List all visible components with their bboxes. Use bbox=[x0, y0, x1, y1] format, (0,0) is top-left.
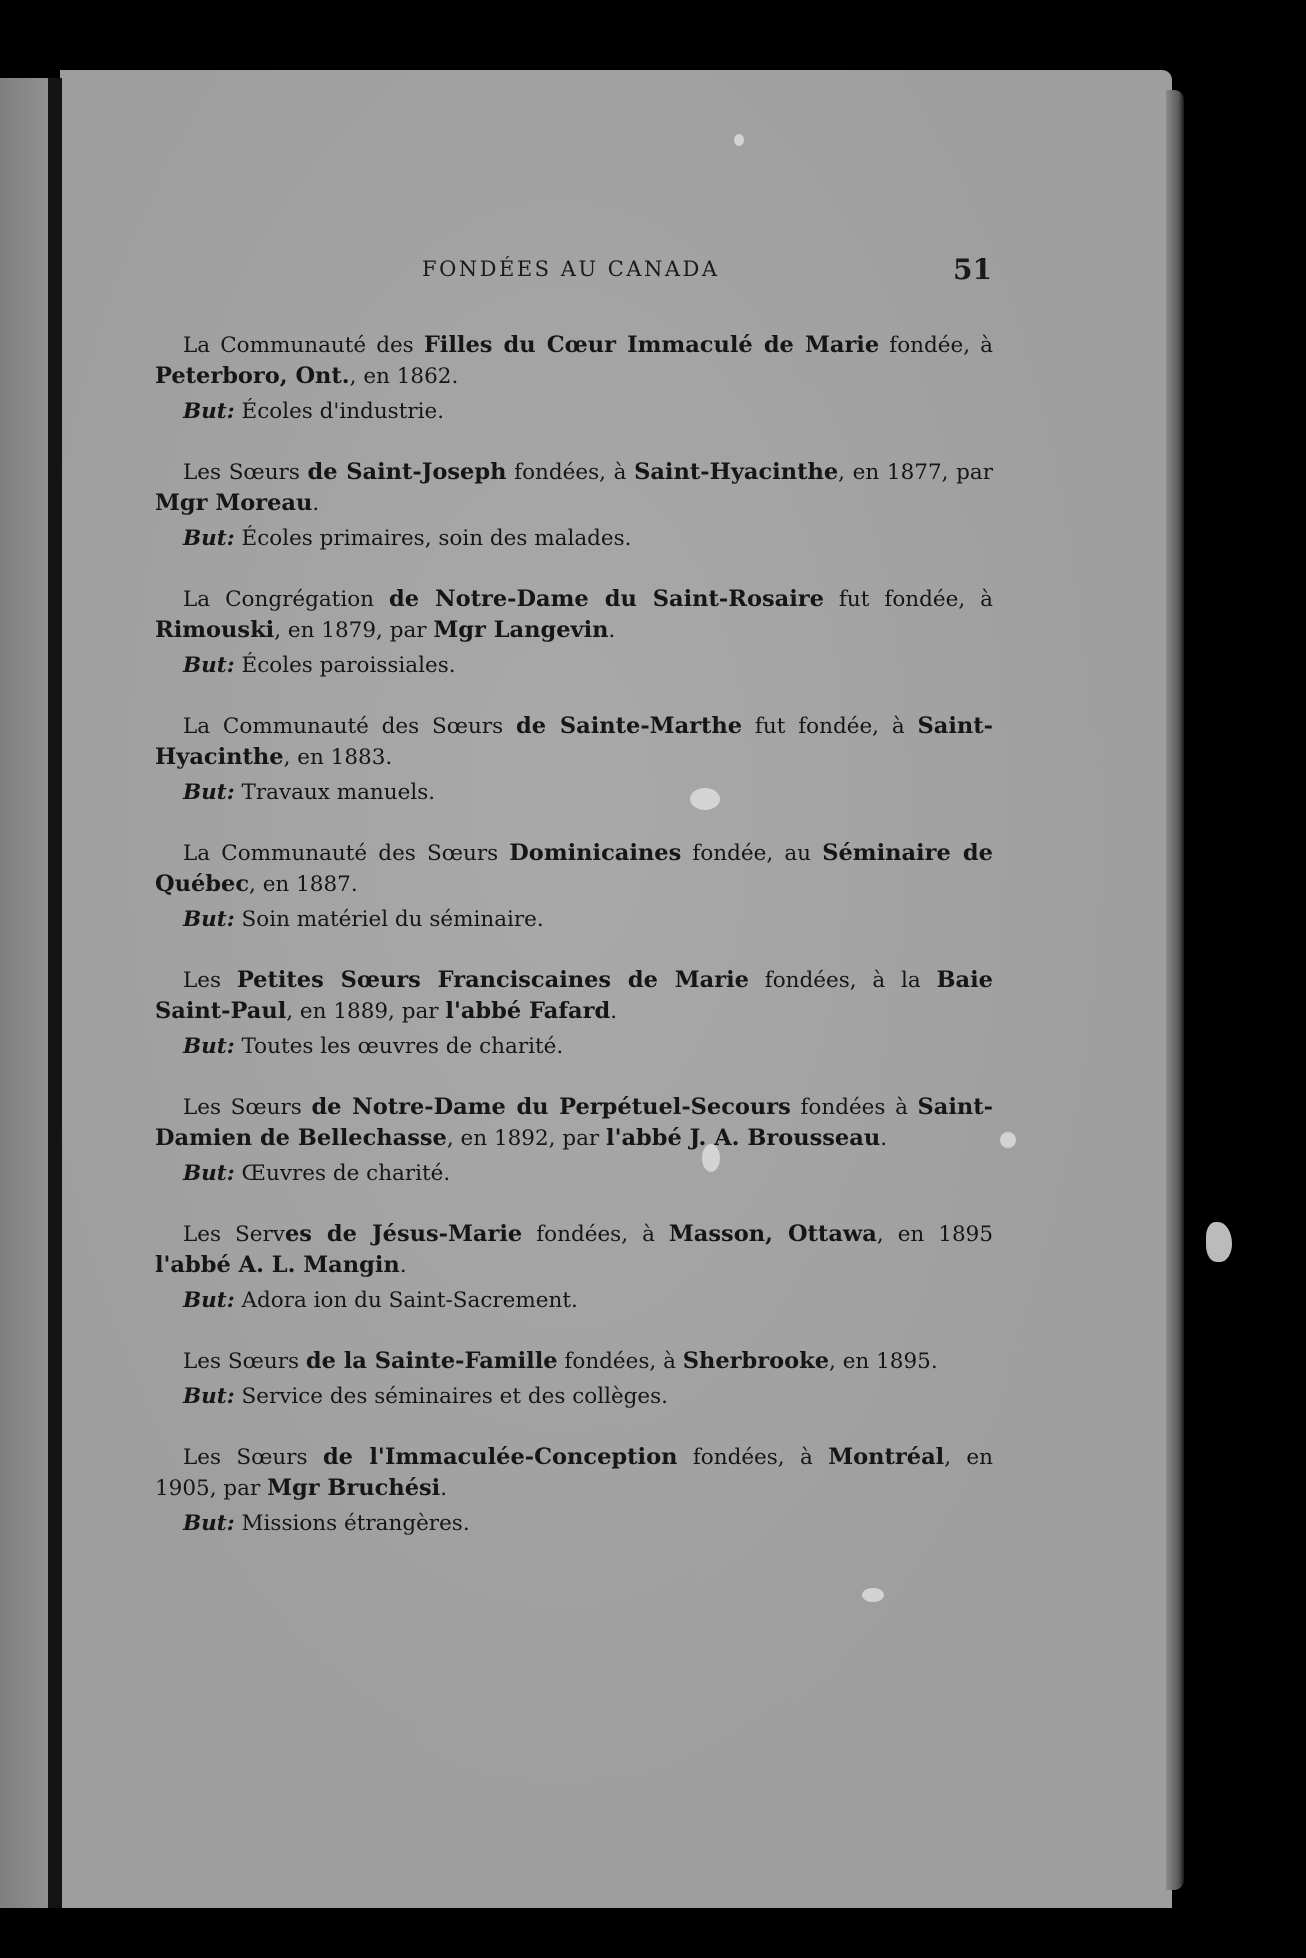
purpose-label: But: bbox=[183, 780, 235, 805]
purpose-text: Service des séminaires et des collèges. bbox=[241, 1384, 669, 1409]
entry-text-plain: fondées, à bbox=[557, 1349, 683, 1374]
entry-text-plain: . bbox=[880, 1126, 888, 1151]
entry-text-plain: Les Sœurs bbox=[183, 1349, 306, 1374]
entry-text-plain: La Communauté des Sœurs bbox=[183, 714, 517, 739]
entry-text-bold: Mgr Bruchési bbox=[267, 1475, 441, 1501]
congregation-entry bbox=[155, 1442, 993, 1539]
entry-purpose bbox=[155, 650, 993, 681]
entry-text bbox=[155, 584, 993, 646]
entry-text-plain: , en 1879, par bbox=[274, 618, 434, 643]
entry-text-plain: , en 1895. bbox=[829, 1349, 938, 1374]
entry-text-bold: Filles du Cœur Immaculé de Marie bbox=[423, 332, 880, 358]
congregation-entry bbox=[155, 1092, 993, 1189]
purpose-label: But: bbox=[183, 526, 235, 551]
entry-text-bold: Mgr Moreau bbox=[155, 490, 313, 516]
entry-text bbox=[155, 1092, 993, 1154]
entry-text bbox=[155, 330, 993, 392]
entry-text-bold: de Notre-Dame du Perpétuel-Secours bbox=[311, 1094, 791, 1120]
congregation-entry bbox=[155, 838, 993, 935]
entry-text-plain: La Communauté des Sœurs bbox=[183, 841, 510, 866]
entry-text-plain: fondée, au bbox=[681, 841, 823, 866]
entry-text-plain: Les bbox=[183, 968, 237, 993]
purpose-text: Travaux manuels. bbox=[241, 780, 436, 805]
entry-text-bold: de Saint-Joseph bbox=[307, 459, 507, 485]
purpose-text: Écoles paroissiales. bbox=[241, 653, 456, 678]
entry-text-plain: fondées, à bbox=[677, 1445, 829, 1470]
purpose-label: But: bbox=[183, 1384, 235, 1409]
congregation-entry bbox=[155, 584, 993, 681]
dust-speck bbox=[1206, 1222, 1232, 1262]
entry-text-bold: Saint-Hyacinthe bbox=[155, 713, 993, 770]
book-gutter bbox=[48, 78, 62, 1908]
purpose-label: But: bbox=[183, 907, 235, 932]
page-right-edge bbox=[1166, 90, 1184, 1890]
entry-text-bold: de l'Immaculée-Conception bbox=[322, 1444, 678, 1470]
purpose-label: But: bbox=[183, 1034, 235, 1059]
entry-text-bold: es de Jésus-Marie bbox=[284, 1221, 523, 1247]
entry-text-plain: La Congrégation bbox=[183, 587, 389, 612]
entry-text bbox=[155, 457, 993, 519]
purpose-text: Œuvres de charité. bbox=[241, 1161, 451, 1186]
entry-text-plain: fut fondée, à bbox=[742, 714, 918, 739]
entry-text-plain: , en 1892, par bbox=[446, 1126, 607, 1151]
entry-text-plain: fondées, à bbox=[522, 1222, 669, 1247]
entry-purpose bbox=[155, 904, 993, 935]
entry-text-plain: Les Serv bbox=[183, 1222, 285, 1247]
entry-text-bold: de Sainte-Marthe bbox=[516, 713, 743, 739]
entry-purpose bbox=[155, 777, 993, 808]
page-number: 51 bbox=[953, 253, 992, 286]
entry-text-plain: La Communauté des bbox=[183, 333, 424, 358]
entry-text-bold: Rimouski bbox=[155, 617, 275, 643]
entry-text-plain: , en 1887. bbox=[249, 872, 358, 897]
entry-text-plain: , en 1889, par bbox=[286, 999, 446, 1024]
dust-speck bbox=[1000, 1132, 1016, 1148]
congregation-entry bbox=[155, 457, 993, 554]
entry-text-plain: fondées à bbox=[790, 1095, 918, 1120]
entry-text-plain: fondées, à la bbox=[748, 968, 937, 993]
entry-text-bold: l'abbé J. A. Brousseau bbox=[606, 1125, 881, 1151]
entry-purpose bbox=[155, 396, 993, 427]
purpose-label: But: bbox=[183, 399, 235, 424]
congregation-entry bbox=[155, 1346, 993, 1412]
entry-text-plain: , en 1883. bbox=[283, 745, 393, 770]
congregation-entry bbox=[155, 965, 993, 1062]
purpose-text: Écoles d'industrie. bbox=[241, 399, 445, 424]
entry-text-bold: Dominicaines bbox=[509, 840, 682, 866]
entry-text-bold: Saint-Hyacinthe bbox=[634, 459, 839, 485]
congregation-entry bbox=[155, 330, 993, 427]
entry-text-plain: . bbox=[399, 1253, 407, 1278]
entry-text-plain: fondées, à bbox=[506, 460, 635, 485]
entry-text-bold: Sherbrooke bbox=[682, 1348, 830, 1374]
entry-text-plain: Les Sœurs bbox=[183, 460, 308, 485]
entry-text bbox=[155, 711, 993, 773]
entry-text-plain: , en 1862. bbox=[349, 364, 459, 389]
entry-text-bold: de Notre-Dame du Saint-Rosaire bbox=[388, 586, 824, 612]
purpose-text: Écoles primaires, soin des malades. bbox=[241, 526, 632, 551]
entry-text-bold: de la Sainte-Famille bbox=[305, 1348, 558, 1374]
purpose-label: But: bbox=[183, 1511, 235, 1536]
entry-text-plain: , en 1905, par bbox=[155, 1445, 993, 1501]
dust-speck bbox=[734, 134, 744, 146]
entry-text-bold: Baie Saint-Paul bbox=[155, 967, 993, 1024]
previous-page-edge bbox=[0, 78, 52, 1908]
entry-text bbox=[155, 965, 993, 1027]
entry-text bbox=[155, 1346, 993, 1377]
purpose-text: Missions étrangères. bbox=[241, 1511, 470, 1536]
entry-text-plain: . bbox=[608, 618, 616, 643]
entry-purpose bbox=[155, 1158, 993, 1189]
dust-speck bbox=[862, 1588, 884, 1602]
entry-text-bold: l'abbé A. L. Mangin bbox=[155, 1252, 400, 1278]
entry-text bbox=[155, 1219, 993, 1281]
entry-purpose bbox=[155, 1285, 993, 1316]
running-head bbox=[60, 253, 1172, 293]
entry-purpose bbox=[155, 523, 993, 554]
purpose-label: But: bbox=[183, 653, 235, 678]
entry-text bbox=[155, 838, 993, 900]
entry-text-bold: Saint-Damien de Bellechasse bbox=[155, 1094, 993, 1151]
purpose-label: But: bbox=[183, 1161, 235, 1186]
entry-text-bold: Séminaire de Québec bbox=[155, 840, 993, 897]
entry-text-bold: Mgr Langevin bbox=[433, 617, 609, 643]
purpose-text: Soin matériel du séminaire. bbox=[241, 907, 544, 932]
entry-purpose bbox=[155, 1031, 993, 1062]
purpose-label: But: bbox=[183, 1288, 235, 1313]
entry-text-bold: Petites Sœurs Franciscaines de Marie bbox=[236, 967, 749, 993]
congregation-entry bbox=[155, 1219, 993, 1316]
entry-text-bold: l'abbé Fafard bbox=[445, 998, 611, 1024]
entry-text-bold: Peterboro, Ont. bbox=[155, 363, 350, 389]
entry-text-plain: . bbox=[440, 1476, 448, 1501]
entry-text-bold: Montréal bbox=[828, 1444, 945, 1470]
entry-text-plain: fut fondée, à bbox=[823, 587, 993, 612]
entry-purpose bbox=[155, 1508, 993, 1539]
purpose-text: Toutes les œuvres de charité. bbox=[241, 1034, 564, 1059]
entries-list bbox=[155, 330, 993, 1569]
entry-purpose bbox=[155, 1381, 993, 1412]
entry-text-plain: , en 1895 bbox=[876, 1222, 994, 1247]
purpose-text: Adora ion du Saint-Sacrement. bbox=[241, 1288, 578, 1313]
congregation-entry bbox=[155, 711, 993, 808]
entry-text-plain: Les Sœurs bbox=[183, 1445, 323, 1470]
running-head-title: FONDÉES AU CANADA bbox=[422, 257, 720, 281]
entry-text-plain: , en 1877, par bbox=[838, 460, 993, 485]
entry-text-bold: Masson, Ottawa bbox=[668, 1221, 877, 1247]
entry-text-plain: . bbox=[312, 491, 320, 516]
entry-text-plain: fondée, à bbox=[879, 333, 993, 358]
entry-text bbox=[155, 1442, 993, 1504]
entry-text-plain: Les Sœurs bbox=[183, 1095, 312, 1120]
entry-text-plain: . bbox=[610, 999, 618, 1024]
